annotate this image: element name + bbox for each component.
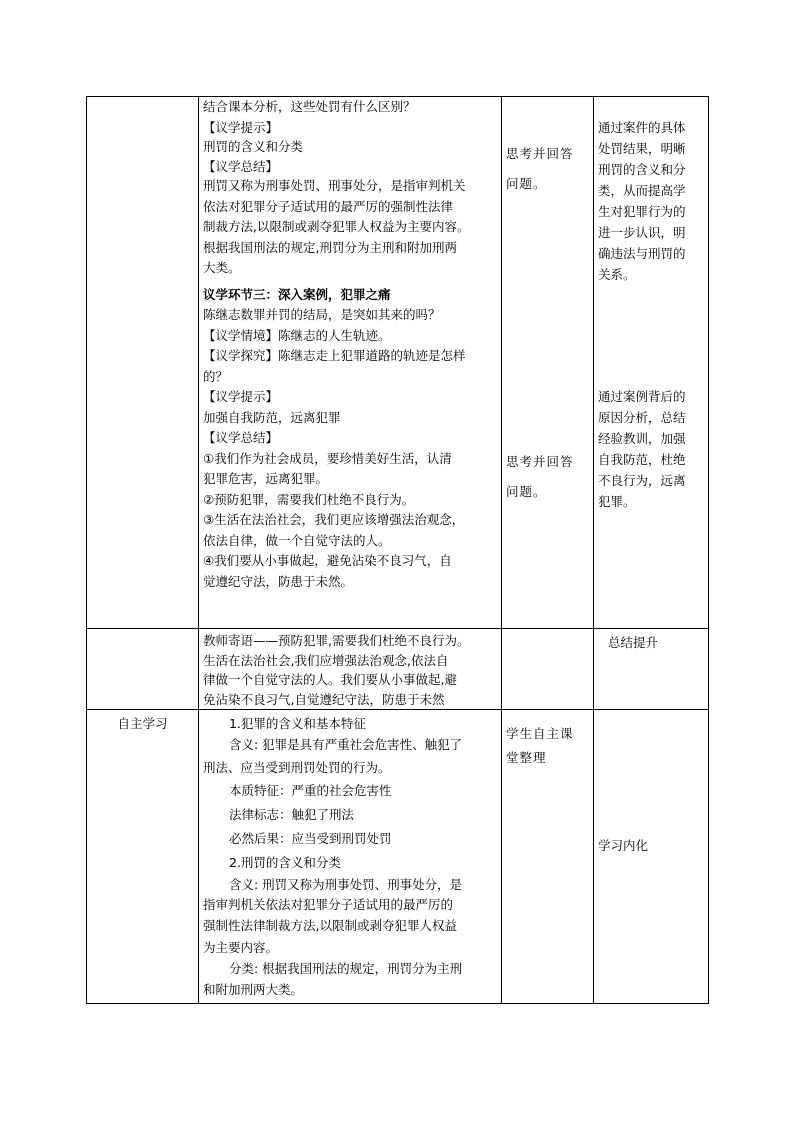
text-line: ①我们作为社会成员，要珍惜美好生活，认清	[203, 450, 452, 466]
text-line: ②预防犯罪，需要我们杜绝不良行为。	[203, 491, 415, 507]
intent-text: 类，从而提高学	[598, 183, 686, 198]
text-line: 律做一个自觉守法的人。我们要从小事做起,避	[203, 672, 457, 687]
section-title: 议学环节三：深入案例，犯罪之痛	[203, 286, 391, 302]
cell-student-activity	[502, 710, 594, 1004]
intent-text: 犯罪。	[598, 494, 636, 509]
intent-text: 经验教训，加强	[598, 431, 686, 446]
intent-text: 处罚结果，明晰	[598, 141, 686, 156]
lesson-plan-table	[86, 96, 709, 1004]
text-line: 刑罚的含义和分类	[203, 138, 304, 154]
text-line: 刑罚又称为刑事处罚、刑事处分，是指审判机关	[203, 178, 466, 193]
text-line: 含义: 犯罪是具有严重社会危害性、触犯了	[229, 737, 463, 752]
intent-text: 原因分析，总结	[598, 410, 686, 425]
text-line: 【议学情境】陈继志的人生轨迹。	[203, 327, 391, 343]
intent-text: 生对犯罪行为的	[598, 204, 686, 219]
intent-text: 确违法与刑罚的	[598, 246, 686, 261]
cell-design-intent	[594, 629, 709, 710]
text-line: 含义: 刑罚又称为刑事处罚、刑事处分，是	[229, 876, 463, 892]
intent-text: 通过案件的具体	[598, 120, 686, 135]
link-label: 自主学习	[117, 716, 168, 731]
text-line: 和附加刑两大类。	[203, 981, 304, 997]
text-line: 法律标志：触犯了刑法	[229, 806, 355, 822]
student-activity-text: 思考并回答	[506, 454, 574, 469]
cell-link-label	[87, 710, 199, 1004]
text-line: 指审判机关依法对犯罪分子适试用的最严厉的	[203, 897, 454, 912]
intent-text: 关系。	[598, 267, 636, 282]
text-line: 本质特征：严重的社会危害性	[229, 782, 392, 798]
cell-design-intent	[594, 710, 709, 1004]
text-line: 依法对犯罪分子适试用的最严厉的强制性法律	[203, 198, 454, 214]
text-line: 必然后果：应当受到刑罚处罚	[229, 830, 392, 846]
text-line: 觉遵纪守法，防患于未然。	[203, 573, 354, 589]
text-line: 【议学总结】	[203, 430, 279, 445]
text-line: ③生活在法治社会，我们更应该增强法治观念，	[203, 512, 465, 527]
student-activity-text: 问题。	[506, 484, 547, 499]
student-activity-text: 思考并回答	[506, 146, 574, 161]
student-activity-text: 学生自主课	[506, 726, 574, 741]
text-line: 犯罪危害，远离犯罪。	[203, 471, 329, 486]
intent-text: 通过案例背后的	[598, 389, 686, 404]
text-line: 刑法、应当受到刑罚处罚的行为。	[203, 759, 391, 775]
intent-text: 总结提升	[608, 635, 659, 650]
text-line: 【议学总结】	[203, 159, 279, 174]
intent-text: 进一步认识，明	[598, 225, 686, 240]
text-line: 教师寄语——预防犯罪,需要我们杜绝不良行为。	[203, 633, 470, 648]
text-line: 2.刑罚的含义和分类	[229, 854, 341, 870]
row-self-study	[87, 710, 709, 1004]
text-line: 根据我国刑法的规定,刑罚分为主刑和附加刑两	[203, 239, 457, 255]
cell-student-empty	[502, 629, 594, 710]
text-line: 【议学提示】	[203, 119, 279, 135]
text-line: 加强自我防范，远离犯罪	[203, 409, 341, 425]
intent-text: 不良行为，远离	[598, 473, 686, 488]
text-line: 【议学探究】陈继志走上犯罪道路的轨迹是怎样	[203, 348, 466, 363]
intent-text: 学习内化	[598, 838, 649, 853]
text-line: 为主要内容。	[203, 940, 279, 955]
student-activity-text: 堂整理	[506, 750, 547, 765]
text-line: 【议学提示】	[203, 389, 279, 404]
text-line: 陈继志数罪并罚的结局，是突如其来的吗？	[203, 307, 441, 322]
text-line: 的？	[203, 368, 229, 384]
intent-text: 自我防范，杜绝	[598, 452, 686, 467]
student-activity-text: 问题。	[506, 176, 547, 191]
intent-text: 刑罚的含义和分	[598, 162, 686, 177]
text-line: 免沾染不良习气,自觉遵纪守法，防患于未然	[203, 691, 445, 707]
text-line: 依法自律，做一个自觉守法的人。	[203, 532, 391, 548]
text-line: 结合课本分析，这些处罚有什么区别？	[203, 99, 416, 114]
text-line: 1.犯罪的含义和基本特征	[229, 716, 366, 731]
text-line: ④我们要从小事做起，避免沾染不良习气，自	[203, 553, 452, 568]
cell-design-intent	[594, 97, 709, 629]
text-line: 强制性法律制裁方法,以限制或剥夺犯罪人权益	[203, 917, 457, 933]
text-line: 大类。	[203, 260, 241, 275]
cell-link-empty	[87, 629, 199, 710]
text-line: 制裁方法,以限制或剥夺犯罪人权益为主要内容。	[203, 219, 470, 234]
row-activity	[87, 97, 709, 629]
row-teacher-message	[87, 629, 709, 710]
cell-student-activity	[502, 97, 594, 629]
cell-teacher-content	[199, 97, 502, 629]
content-block-2	[203, 305, 497, 592]
text-line: 生活在法治社会,我们应增强法治观念,依法自	[203, 652, 449, 668]
cell-teacher-message	[199, 629, 502, 710]
cell-self-study-content	[199, 710, 502, 1004]
content-block-1	[203, 97, 497, 279]
cell-link-empty	[87, 97, 199, 629]
text-line: 分类: 根据我国刑法的规定，刑罚分为主刑	[229, 961, 463, 976]
